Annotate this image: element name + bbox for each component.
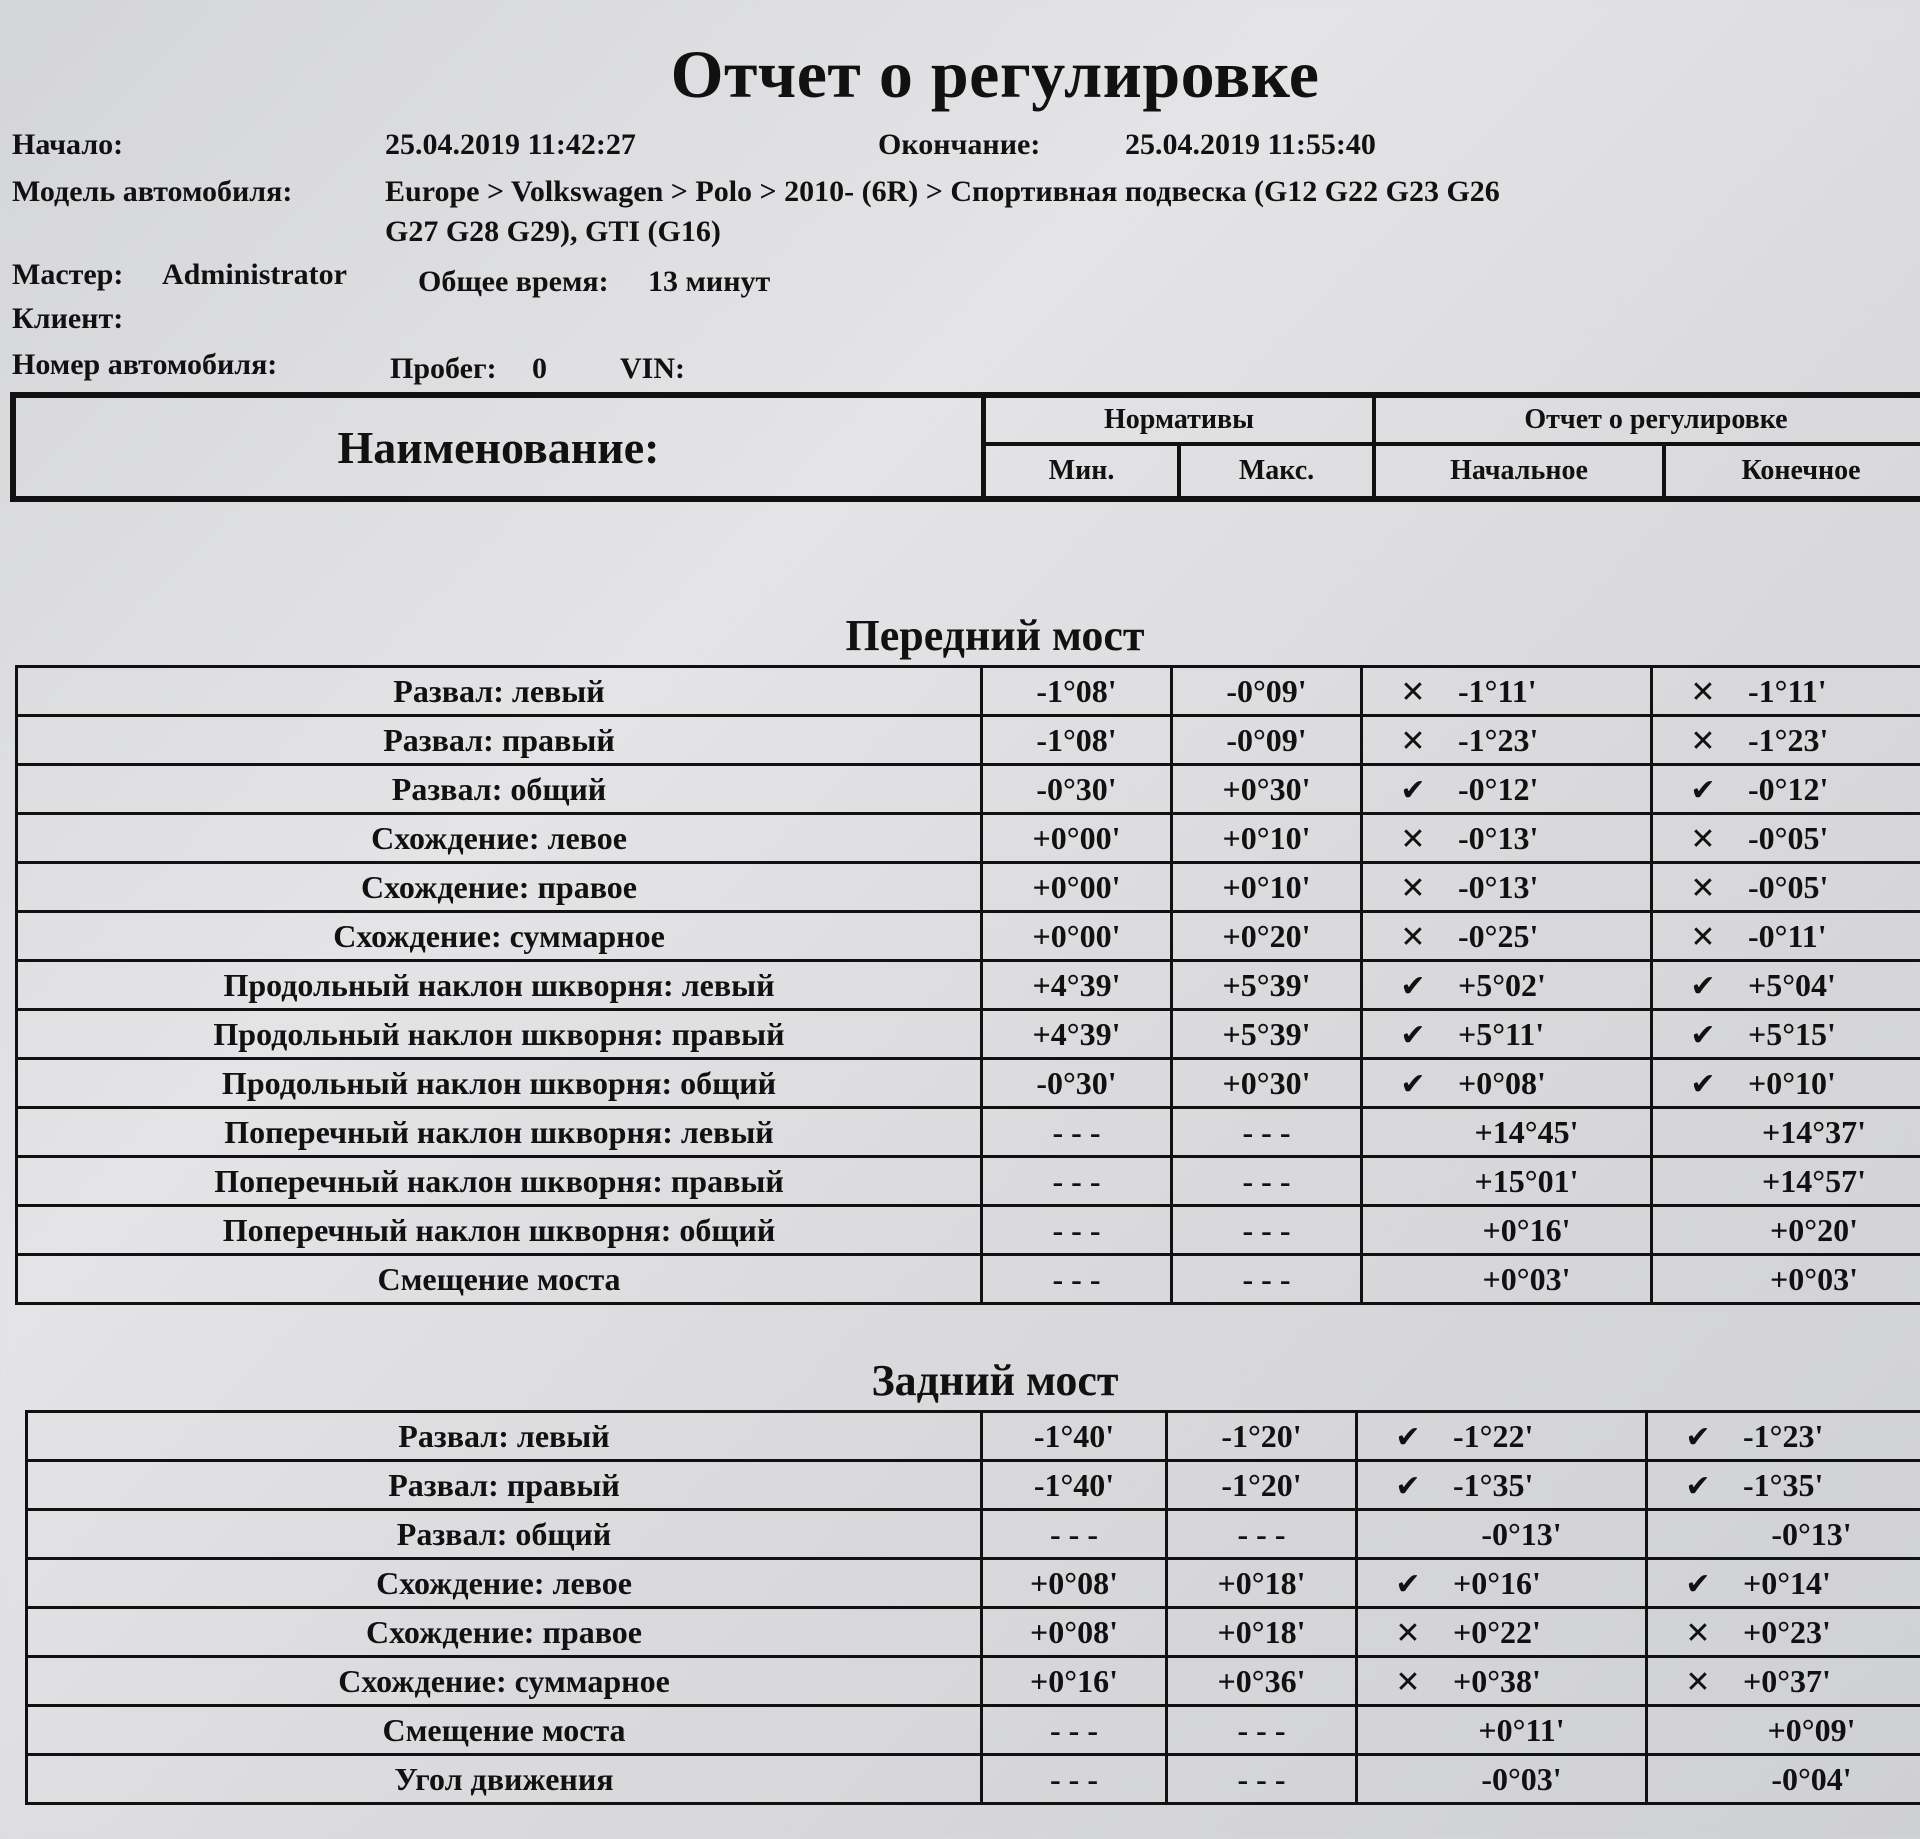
norm-max: +5°39' — [1172, 1010, 1362, 1059]
norm-min: +0°08' — [982, 1608, 1167, 1657]
cross-icon: ✕ — [1400, 919, 1426, 955]
initial-value-cell — [1357, 1461, 1647, 1510]
final-value: +0°20' — [1770, 1211, 1858, 1248]
check-icon: ✔ — [1690, 1017, 1716, 1053]
table-row — [17, 814, 1920, 863]
initial-value-cell — [1362, 1108, 1652, 1157]
table-row — [27, 1412, 1920, 1461]
header-report: Отчет о регулировке — [1376, 398, 1920, 446]
initial-value: -1°22' — [1453, 1417, 1534, 1454]
mileage-label: Пробег: — [390, 352, 497, 385]
cross-icon: ✕ — [1690, 674, 1716, 710]
rear-axle-title: Задний мост — [871, 1356, 1119, 1405]
parameter-name: Схождение: правое — [27, 1608, 982, 1657]
final-value: -0°12' — [1748, 770, 1829, 807]
table-row — [17, 961, 1920, 1010]
table-row — [17, 1206, 1920, 1255]
norm-max: -0°09' — [1172, 716, 1362, 765]
final-value-cell — [1647, 1706, 1920, 1755]
check-icon: ✔ — [1400, 772, 1426, 808]
final-value-cell — [1652, 1255, 1920, 1304]
final-value: +0°14' — [1743, 1564, 1831, 1601]
parameter-name: Развал: левый — [17, 667, 982, 716]
initial-value: +0°22' — [1453, 1613, 1541, 1650]
check-icon: ✔ — [1400, 1017, 1426, 1053]
initial-value-cell — [1357, 1559, 1647, 1608]
check-icon: ✔ — [1395, 1566, 1421, 1602]
initial-value-cell — [1357, 1657, 1647, 1706]
front-axle-table — [15, 665, 1920, 1305]
final-value-cell — [1652, 912, 1920, 961]
table-header — [10, 392, 1920, 502]
norm-max: - - - — [1167, 1755, 1357, 1804]
norm-min: - - - — [982, 1206, 1172, 1255]
initial-value: +0°16' — [1453, 1564, 1541, 1601]
cross-icon: ✕ — [1685, 1664, 1711, 1700]
header-final: Конечное — [1741, 455, 1861, 486]
final-value: -0°11' — [1748, 917, 1827, 954]
header-min: Мин. — [986, 446, 1181, 496]
norm-min: - - - — [982, 1755, 1167, 1804]
parameter-name: Схождение: суммарное — [17, 912, 982, 961]
norm-min: - - - — [982, 1510, 1167, 1559]
end-value: 25.04.2019 11:55:40 — [1125, 128, 1376, 161]
initial-value: +0°08' — [1458, 1064, 1546, 1101]
cross-icon: ✕ — [1690, 723, 1716, 759]
final-value: -1°23' — [1748, 721, 1829, 758]
check-icon: ✔ — [1400, 1066, 1426, 1102]
cross-icon: ✕ — [1685, 1615, 1711, 1651]
final-value-cell — [1652, 1059, 1920, 1108]
initial-value-cell — [1357, 1706, 1647, 1755]
parameter-name: Угол движения — [27, 1755, 982, 1804]
header-name: Наименование: — [16, 398, 986, 496]
check-icon: ✔ — [1690, 1066, 1716, 1102]
norm-min: - - - — [982, 1255, 1172, 1304]
final-value-cell — [1652, 765, 1920, 814]
initial-value-cell — [1357, 1608, 1647, 1657]
cross-icon: ✕ — [1690, 870, 1716, 906]
total-time-value: 13 минут — [648, 265, 771, 298]
initial-value-cell — [1357, 1755, 1647, 1804]
initial-value-cell — [1357, 1510, 1647, 1559]
initial-value: +0°38' — [1453, 1662, 1541, 1699]
norm-max: +0°18' — [1167, 1559, 1357, 1608]
norm-max: +0°30' — [1172, 1059, 1362, 1108]
final-value: +0°23' — [1743, 1613, 1831, 1650]
parameter-name: Развал: правый — [27, 1461, 982, 1510]
parameter-name: Развал: общий — [27, 1510, 982, 1559]
final-value-cell — [1652, 863, 1920, 912]
cross-icon: ✕ — [1400, 821, 1426, 857]
check-icon: ✔ — [1685, 1419, 1711, 1455]
parameter-name: Поперечный наклон шкворня: общий — [17, 1206, 982, 1255]
table-row — [27, 1755, 1920, 1804]
final-value: -0°13' — [1771, 1515, 1852, 1552]
check-icon: ✔ — [1690, 772, 1716, 808]
table-row — [27, 1657, 1920, 1706]
norm-max: - - - — [1167, 1706, 1357, 1755]
final-value-cell — [1652, 961, 1920, 1010]
table-row — [27, 1706, 1920, 1755]
parameter-name: Продольный наклон шкворня: общий — [17, 1059, 982, 1108]
check-icon: ✔ — [1690, 968, 1716, 1004]
vin-label: VIN: — [620, 352, 685, 385]
master-value: Administrator — [162, 258, 347, 291]
initial-value: -0°13' — [1481, 1515, 1562, 1552]
norm-max: +0°30' — [1172, 765, 1362, 814]
initial-value: -1°11' — [1458, 672, 1537, 709]
front-axle-title: Передний мост — [845, 611, 1145, 660]
norm-max: - - - — [1172, 1157, 1362, 1206]
final-value: -0°04' — [1771, 1760, 1852, 1797]
table-row — [17, 1255, 1920, 1304]
initial-value: -0°12' — [1458, 770, 1539, 807]
check-icon: ✔ — [1400, 968, 1426, 1004]
table-row — [17, 1157, 1920, 1206]
initial-value-cell — [1362, 863, 1652, 912]
parameter-name: Поперечный наклон шкворня: правый — [17, 1157, 982, 1206]
parameter-name: Продольный наклон шкворня: левый — [17, 961, 982, 1010]
initial-value: +5°11' — [1458, 1015, 1545, 1052]
norm-min: -1°08' — [982, 667, 1172, 716]
norm-max: -0°09' — [1172, 667, 1362, 716]
table-row — [27, 1559, 1920, 1608]
initial-value-cell — [1362, 912, 1652, 961]
final-value-cell — [1652, 716, 1920, 765]
header-initial: Начальное — [1376, 446, 1666, 496]
initial-value-cell — [1362, 1157, 1652, 1206]
initial-value: -0°13' — [1458, 868, 1539, 905]
final-value-cell — [1652, 1108, 1920, 1157]
norm-min: -0°30' — [982, 1059, 1172, 1108]
norm-max: +0°18' — [1167, 1608, 1357, 1657]
table-row — [27, 1608, 1920, 1657]
parameter-name: Схождение: правое — [17, 863, 982, 912]
norm-max: - - - — [1172, 1206, 1362, 1255]
parameter-name: Схождение: левое — [27, 1559, 982, 1608]
norm-max: -1°20' — [1167, 1412, 1357, 1461]
parameter-name: Развал: общий — [17, 765, 982, 814]
cross-icon: ✕ — [1400, 870, 1426, 906]
norm-min: +0°00' — [982, 814, 1172, 863]
initial-value-cell — [1362, 716, 1652, 765]
norm-max: -1°20' — [1167, 1461, 1357, 1510]
final-value-cell — [1647, 1608, 1920, 1657]
norm-max: - - - — [1172, 1108, 1362, 1157]
norm-max: +0°10' — [1172, 863, 1362, 912]
final-value-cell — [1652, 814, 1920, 863]
start-value: 25.04.2019 11:42:27 — [385, 128, 636, 161]
parameter-name: Поперечный наклон шкворня: левый — [17, 1108, 982, 1157]
cross-icon: ✕ — [1690, 821, 1716, 857]
final-value: +0°10' — [1748, 1064, 1836, 1101]
norm-min: - - - — [982, 1706, 1167, 1755]
final-value: -1°35' — [1743, 1466, 1824, 1503]
norm-max: +5°39' — [1172, 961, 1362, 1010]
norm-min: -1°08' — [982, 716, 1172, 765]
final-value: +0°09' — [1767, 1711, 1856, 1748]
table-row — [17, 1108, 1920, 1157]
final-value-cell — [1647, 1412, 1920, 1461]
check-icon: ✔ — [1395, 1419, 1421, 1455]
table-row — [17, 1010, 1920, 1059]
report-title: Отчет о регулировке — [670, 36, 1320, 112]
cross-icon: ✕ — [1690, 919, 1716, 955]
norm-min: -0°30' — [982, 765, 1172, 814]
norm-max: +0°10' — [1172, 814, 1362, 863]
norm-min: +0°00' — [982, 863, 1172, 912]
norm-min: +4°39' — [982, 961, 1172, 1010]
parameter-name: Смещение моста — [17, 1255, 982, 1304]
table-row — [17, 716, 1920, 765]
initial-value-cell — [1362, 961, 1652, 1010]
norm-min: +0°16' — [982, 1657, 1167, 1706]
table-row — [17, 667, 1920, 716]
norm-max: +0°36' — [1167, 1657, 1357, 1706]
initial-value: +14°45' — [1474, 1113, 1579, 1150]
check-icon: ✔ — [1685, 1566, 1711, 1602]
final-value: -1°11' — [1748, 672, 1827, 709]
norm-min: -1°40' — [982, 1461, 1167, 1510]
final-value-cell — [1647, 1559, 1920, 1608]
mileage-value: 0 — [532, 352, 547, 385]
initial-value-cell — [1362, 765, 1652, 814]
initial-value-cell — [1362, 1059, 1652, 1108]
final-value: +14°57' — [1762, 1162, 1866, 1199]
norm-min: - - - — [982, 1157, 1172, 1206]
parameter-name: Смещение моста — [27, 1706, 982, 1755]
parameter-name: Схождение: левое — [17, 814, 982, 863]
cross-icon: ✕ — [1400, 723, 1426, 759]
initial-value: -1°35' — [1453, 1466, 1534, 1503]
initial-value-cell — [1362, 1255, 1652, 1304]
model-label: Модель автомобиля: — [12, 175, 293, 208]
final-value-cell — [1647, 1657, 1920, 1706]
check-icon: ✔ — [1395, 1468, 1421, 1504]
norm-min: +0°08' — [982, 1559, 1167, 1608]
final-value: -1°23' — [1743, 1417, 1824, 1454]
initial-value-cell — [1357, 1412, 1647, 1461]
final-value: -0°05' — [1748, 868, 1829, 905]
table-row — [17, 912, 1920, 961]
final-value-cell — [1652, 1010, 1920, 1059]
norm-max: - - - — [1172, 1255, 1362, 1304]
cross-icon: ✕ — [1395, 1664, 1421, 1700]
norm-max: - - - — [1167, 1510, 1357, 1559]
initial-value-cell — [1362, 1206, 1652, 1255]
initial-value: +0°03' — [1482, 1260, 1571, 1297]
final-value: +5°04' — [1748, 966, 1836, 1003]
initial-value-cell — [1362, 667, 1652, 716]
table-row — [17, 1059, 1920, 1108]
final-value-cell — [1652, 1206, 1920, 1255]
table-row — [17, 765, 1920, 814]
initial-value: -0°13' — [1458, 819, 1539, 856]
model-value-line2: G27 G28 G29), GTI (G16) — [385, 215, 721, 248]
header-norms: Нормативы — [986, 398, 1376, 446]
table-row — [17, 863, 1920, 912]
norm-min: -1°40' — [982, 1412, 1167, 1461]
initial-value-cell — [1362, 814, 1652, 863]
parameter-name: Развал: правый — [17, 716, 982, 765]
norm-min: +4°39' — [982, 1010, 1172, 1059]
check-icon: ✔ — [1685, 1468, 1711, 1504]
final-value-cell — [1652, 667, 1920, 716]
initial-value: +0°16' — [1482, 1211, 1571, 1248]
initial-value: -0°03' — [1481, 1760, 1562, 1797]
header-max: Макс. — [1181, 446, 1376, 496]
parameter-name: Развал: левый — [27, 1412, 982, 1461]
end-label: Окончание: — [878, 128, 1041, 161]
initial-value: -0°25' — [1458, 917, 1539, 954]
initial-value: +15°01' — [1474, 1162, 1579, 1199]
master-label: Мастер: — [12, 258, 124, 291]
car-number-label: Номер автомобиля: — [12, 348, 278, 381]
final-value: +5°15' — [1748, 1015, 1836, 1052]
final-value-cell — [1652, 1157, 1920, 1206]
initial-value: +0°11' — [1478, 1711, 1565, 1748]
cross-icon: ✕ — [1395, 1615, 1421, 1651]
final-value-cell — [1647, 1510, 1920, 1559]
rear-axle-table — [25, 1410, 1920, 1805]
final-value-cell — [1647, 1461, 1920, 1510]
initial-value-cell — [1362, 1010, 1652, 1059]
initial-value: +5°02' — [1458, 966, 1546, 1003]
norm-min: - - - — [982, 1108, 1172, 1157]
parameter-name: Продольный наклон шкворня: правый — [17, 1010, 982, 1059]
total-time-label: Общее время: — [418, 265, 609, 298]
model-value-line1: Europe > Volkswagen > Polo > 2010- (6R) > Спортивная подвеска (G12 G22 G23 G26 — [385, 175, 1500, 208]
table-row — [27, 1461, 1920, 1510]
final-value-cell — [1647, 1755, 1920, 1804]
client-label: Клиент: — [12, 302, 124, 335]
initial-value: -1°23' — [1458, 721, 1539, 758]
final-value: +0°37' — [1743, 1662, 1831, 1699]
final-value: +14°37' — [1762, 1113, 1866, 1150]
final-value: +0°03' — [1770, 1260, 1858, 1297]
norm-max: +0°20' — [1172, 912, 1362, 961]
start-label: Начало: — [12, 128, 124, 161]
norm-min: +0°00' — [982, 912, 1172, 961]
parameter-name: Схождение: суммарное — [27, 1657, 982, 1706]
table-row — [27, 1510, 1920, 1559]
final-value: -0°05' — [1748, 819, 1829, 856]
cross-icon: ✕ — [1400, 674, 1426, 710]
